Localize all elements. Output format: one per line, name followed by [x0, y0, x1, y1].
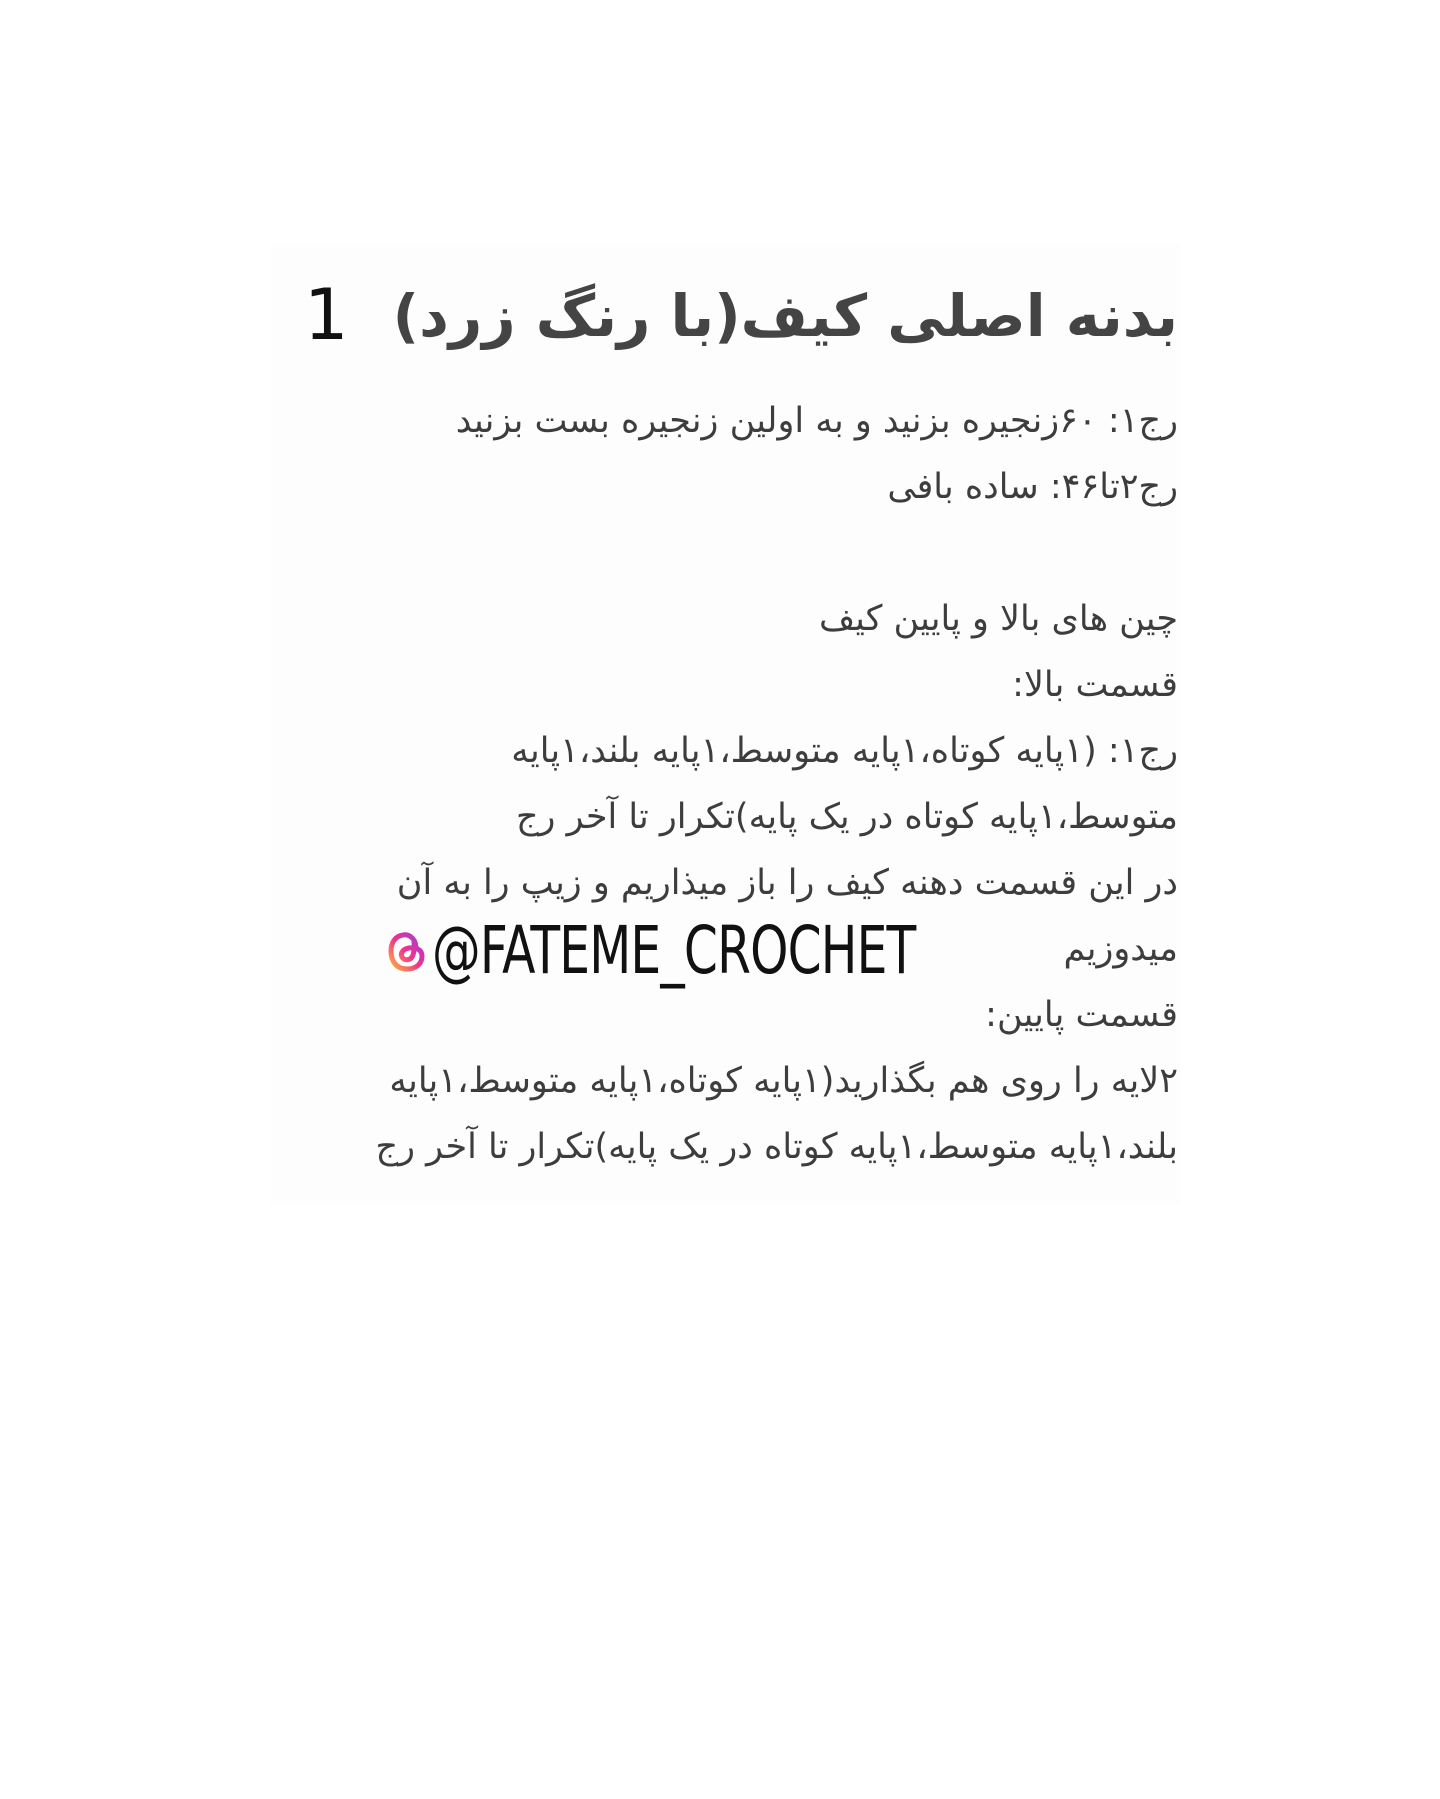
page-title: بدنه اصلی کیف(با رنگ زرد) [392, 282, 1178, 350]
section-heading: چین های بالا و پایین کیف [818, 599, 1178, 639]
instruction-line: رج۲تا۴۶: ساده بافی [887, 467, 1178, 507]
instruction-line: میدوزیم [1063, 929, 1178, 969]
instruction-line: ۲لایه را روی هم بگذارید(۱پایه کوتاه،۱پایه متوسط،۱پایه [389, 1061, 1178, 1101]
threads-icon [386, 927, 428, 975]
section-subheading: قسمت بالا: [1012, 665, 1178, 705]
blank-line [318, 520, 1178, 586]
instruction-line: رج۱: ۶۰زنجیره بزنید و به اولین زنجیره بست بزنید [455, 401, 1178, 441]
instruction-line: متوسط،۱پایه کوتاه در یک پایه)تکرار تا آخر رج [515, 797, 1178, 837]
instruction-line: رج۱: (۱پایه کوتاه،۱پایه متوسط،۱پایه بلند،۱پایه [511, 731, 1178, 771]
watermark [386, 912, 1022, 989]
instructions-body [318, 388, 1178, 1180]
page-number: 1 [304, 274, 349, 356]
instruction-line: بلند،۱پایه متوسط،۱پایه کوتاه در یک پایه)تکرار تا آخر رج [375, 1127, 1178, 1167]
instagram-handle: @FATEME_CROCHET [432, 912, 916, 989]
section-subheading: قسمت پایین: [985, 995, 1178, 1035]
instruction-line: در این قسمت دهنه کیف را باز میذاریم و زیپ را به آن [396, 863, 1178, 903]
